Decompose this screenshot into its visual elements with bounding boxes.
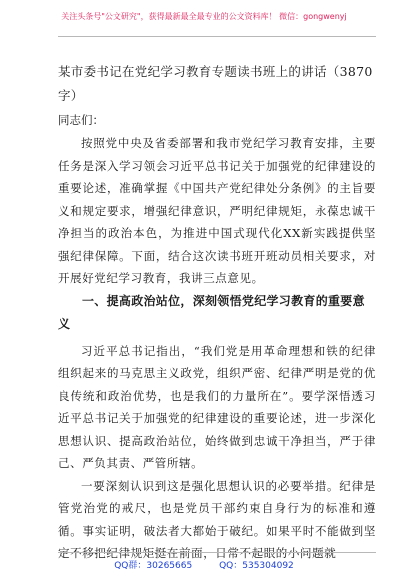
header-promo-text: 关注头条号"公文研究"，获得最新最全最专业的公文资料库！ 微信：gongwenyj [61, 12, 347, 21]
intro-paragraph: 按照党中央及省委部署和我市党纪学习教育安排，主要任务是深入学习领会习近平总书记关于加强党的纪律建设的重要论述，准确掌握《中国共产党纪律处分条例》的主旨要义和规定要求，增强纪律意识，严明纪律规矩，永葆忠诚干净担当的政治本色，为推进中国式现代化XX新实践提供坚强纪律保障。下面，结合这次读书班开班动员相关要求，对开展好党纪学习教育，我讲三点意见。 [58, 136, 376, 285]
header-divider [58, 36, 376, 37]
header-banner [0, 0, 408, 46]
footer-divider [58, 552, 376, 553]
footer-contact [0, 558, 408, 571]
document-body [58, 60, 376, 565]
section-heading-1: 一、提高政治站位，深刻领悟党纪学习教育的重要意义 [58, 293, 365, 331]
footer-qq: QQ：535304092 [219, 561, 294, 571]
body-paragraph: 一要深刻认识到这是强化思想认识的必要举措。纪律是管党治党的戒尺，也是党员干部约束自身行为的标准和遵循。事实证明，破法者大都始于破纪。如果平时不能做到坚定不移把纪律规矩挺在前面，日常不起眼的小问题就 [58, 478, 376, 560]
footer-qq-group: QQ群：30265665 [114, 561, 193, 571]
body-paragraph: 习近平总书记指出，“我们党是用革命理想和铁的纪律组织起来的马克思主义政党，组织严密、纪律严明是党的优良传统和政治优势，也是我们的力量所在”。要学深悟透习近平总书记关于加强党的纪律建设的重要论述，进一步深化思想认识、提高政治站位，始终做到忠诚干净担当，严于律己、严负其责、严管所辖。 [58, 343, 376, 470]
salutation: 同志们： [58, 113, 104, 127]
document-title: 某市委书记在党纪学习教育专题读书班上的讲话（3870字） [58, 64, 373, 103]
